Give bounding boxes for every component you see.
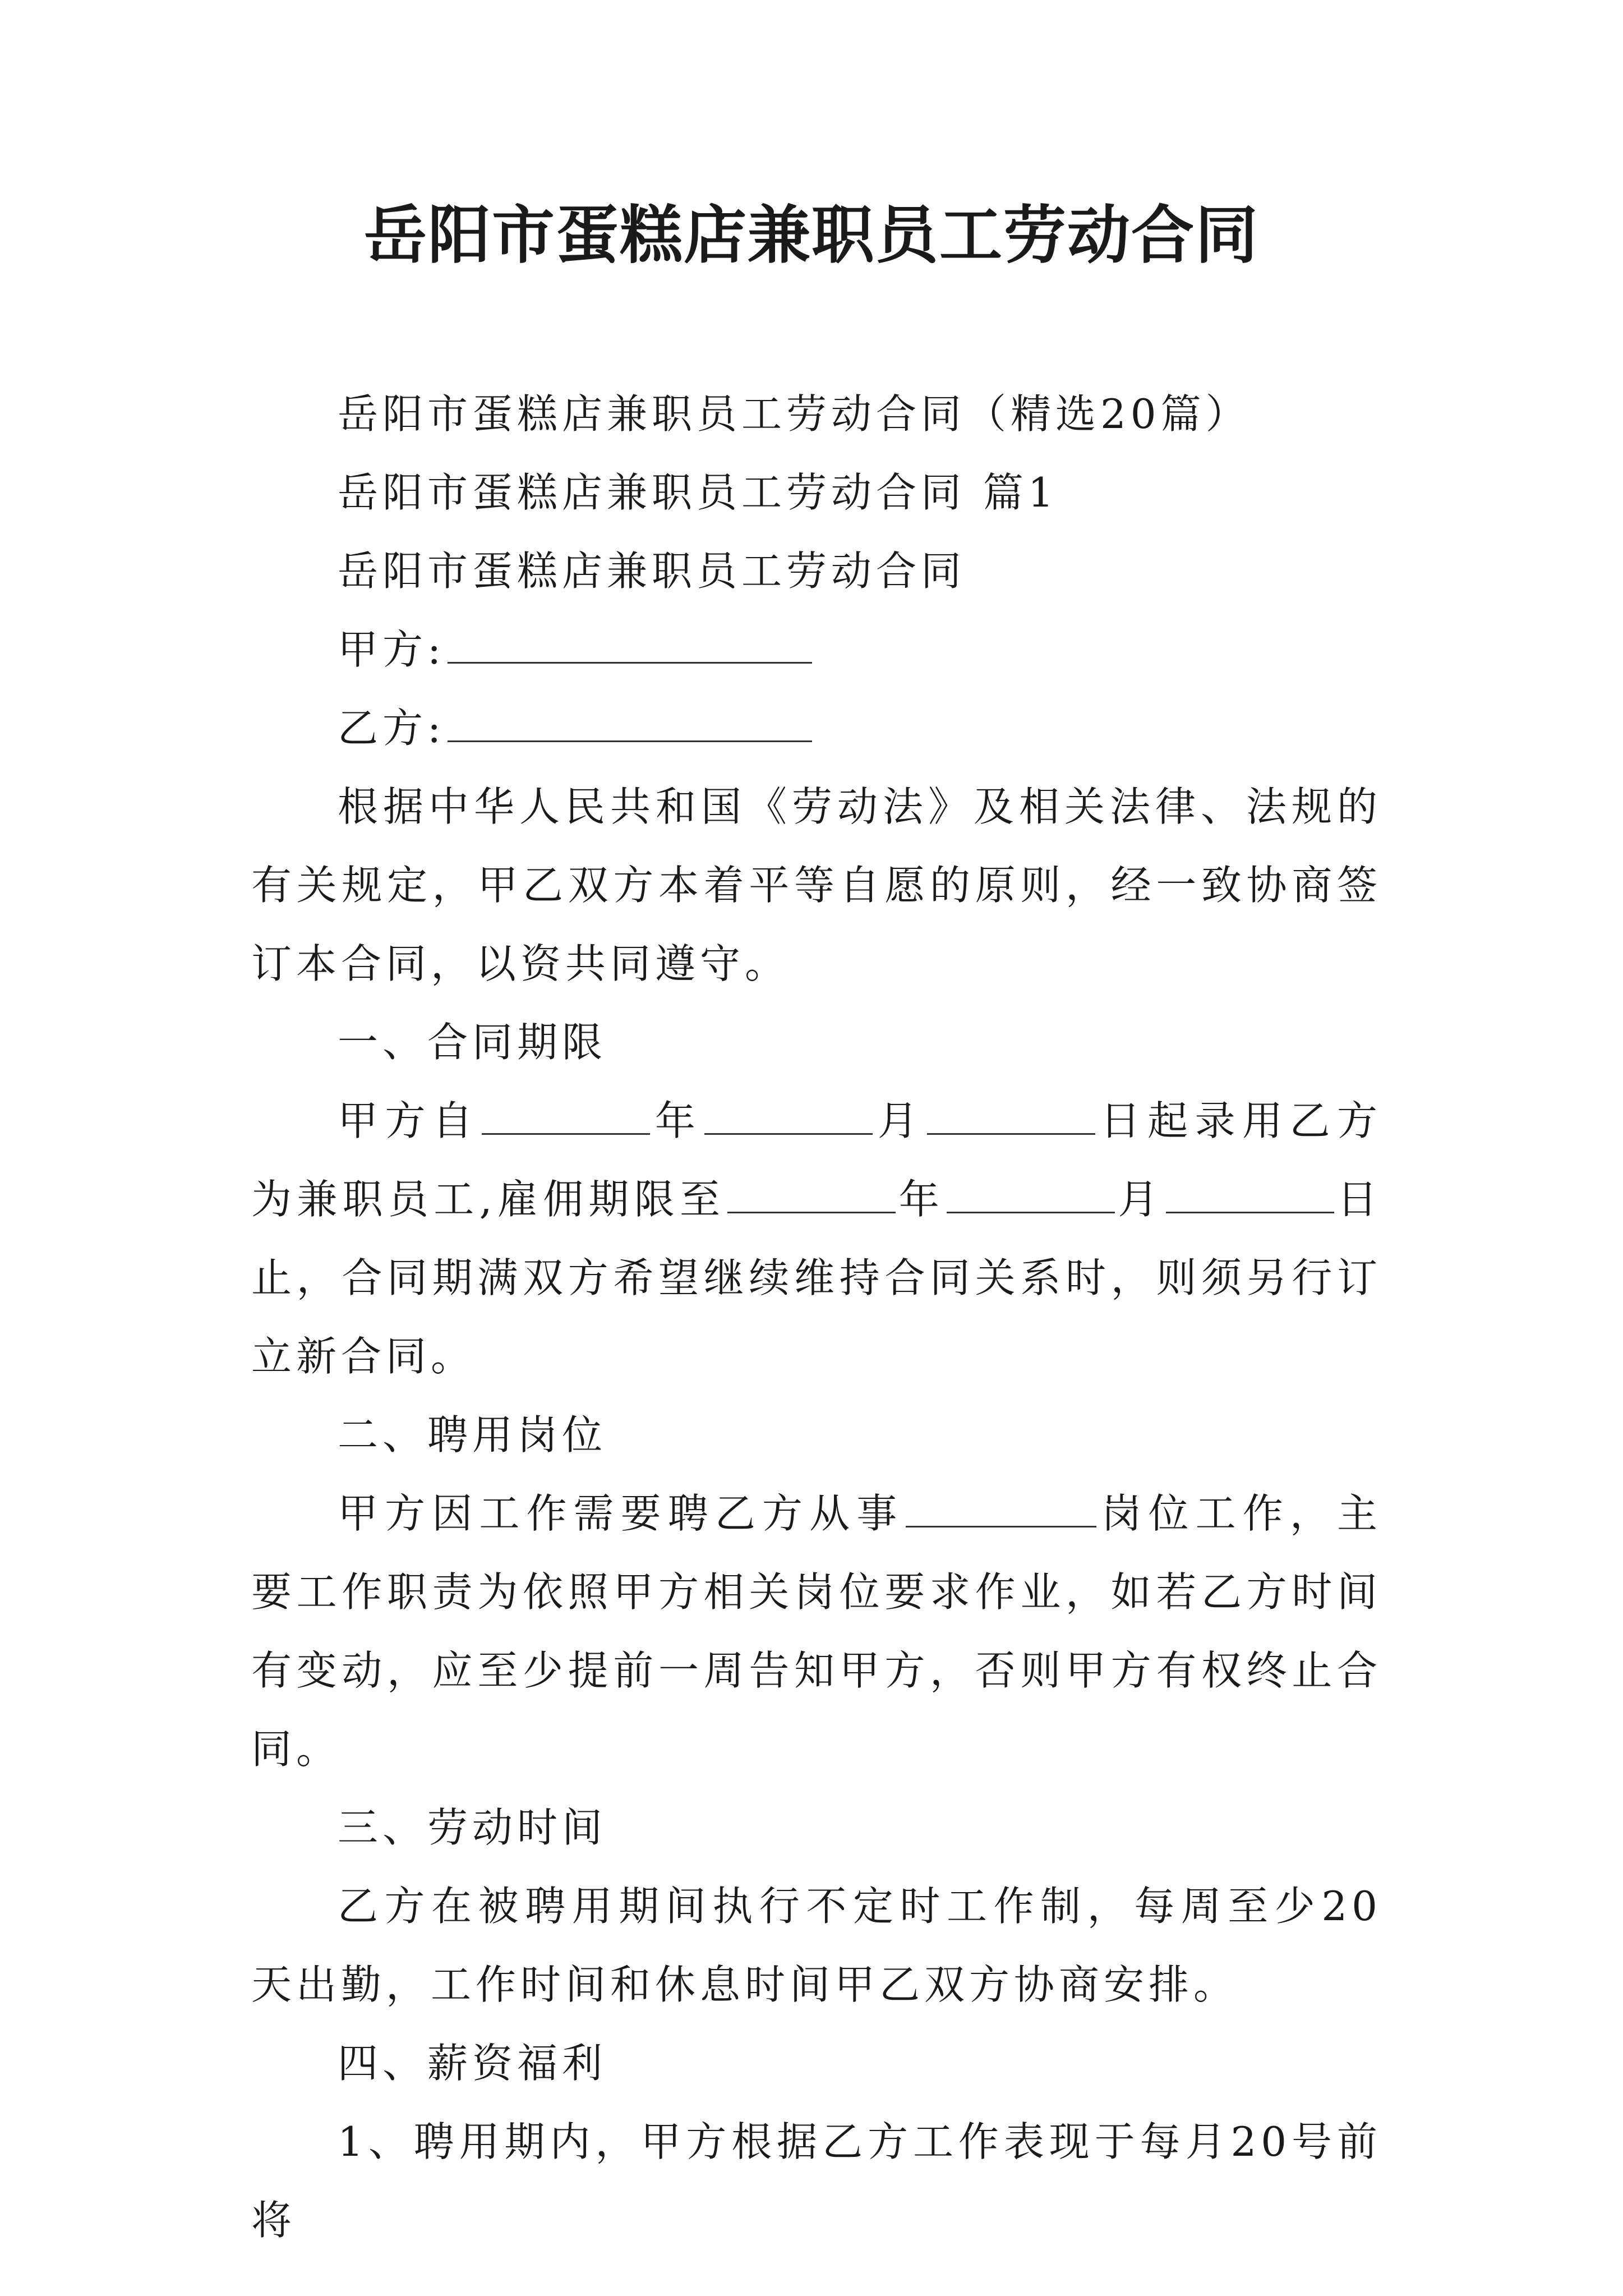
- pay-paragraph: 1、聘用期内，甲方根据乙方工作表现于每月20号前将: [251, 2118, 1382, 2244]
- contract-name: 岳阳市蛋糕店兼职员工劳动合同: [338, 547, 966, 595]
- end-year-blank: [727, 1178, 896, 1213]
- party-b-label: 乙方:: [338, 705, 446, 752]
- term-paragraph: 甲方自 年 月 日起录用乙方为兼职员工,雇佣期限至 年 月 日止，合同期满双方希望继续维持合同关系时，则须另行订立新合同。: [251, 1097, 1382, 1380]
- section-label: 岳阳市蛋糕店兼职员工劳动合同 篇1: [338, 469, 1058, 516]
- party-a-blank: [448, 628, 812, 664]
- document-body: [251, 375, 1382, 2260]
- party-a-label: 甲方:: [338, 626, 446, 673]
- end-day-blank: [1166, 1178, 1334, 1213]
- party-b-blank: [448, 707, 812, 742]
- document-title: 岳阳市蛋糕店兼职员工劳动合同: [364, 199, 1259, 272]
- start-month-blank: [704, 1099, 873, 1135]
- intro-paragraph: 根据中华人民共和国《劳动法》及相关法律、法规的有关规定，甲乙双方本着平等自愿的原则，经一致协商签订本合同，以资共同遵守。: [251, 783, 1382, 987]
- party-a-line: [251, 610, 1382, 689]
- heading-post: 二、聘用岗位: [338, 1411, 607, 1458]
- subtitle-line: 岳阳市蛋糕店兼职员工劳动合同（精选20篇）: [338, 390, 1251, 438]
- start-year-blank: [482, 1099, 650, 1135]
- heading-pay: 四、薪资福利: [338, 2040, 607, 2087]
- party-b-line: [251, 689, 1382, 767]
- end-month-blank: [947, 1178, 1115, 1213]
- post-blank: [906, 1492, 1096, 1527]
- time-paragraph: 乙方在被聘用期间执行不定时工作制，每周至少20天出勤，工作时间和休息时间甲乙双方协商安排。: [251, 1883, 1382, 2008]
- heading-time: 三、劳动时间: [338, 1804, 607, 1851]
- start-day-blank: [927, 1099, 1095, 1135]
- heading-term: 一、合同期限: [338, 1019, 607, 1066]
- post-paragraph: 甲方因工作需要聘乙方从事 岗位工作，主要工作职责为依照甲方相关岗位要求作业，如若乙方时间有变动，应至少提前一周告知甲方，否则甲方有权终止合同。: [251, 1490, 1382, 1773]
